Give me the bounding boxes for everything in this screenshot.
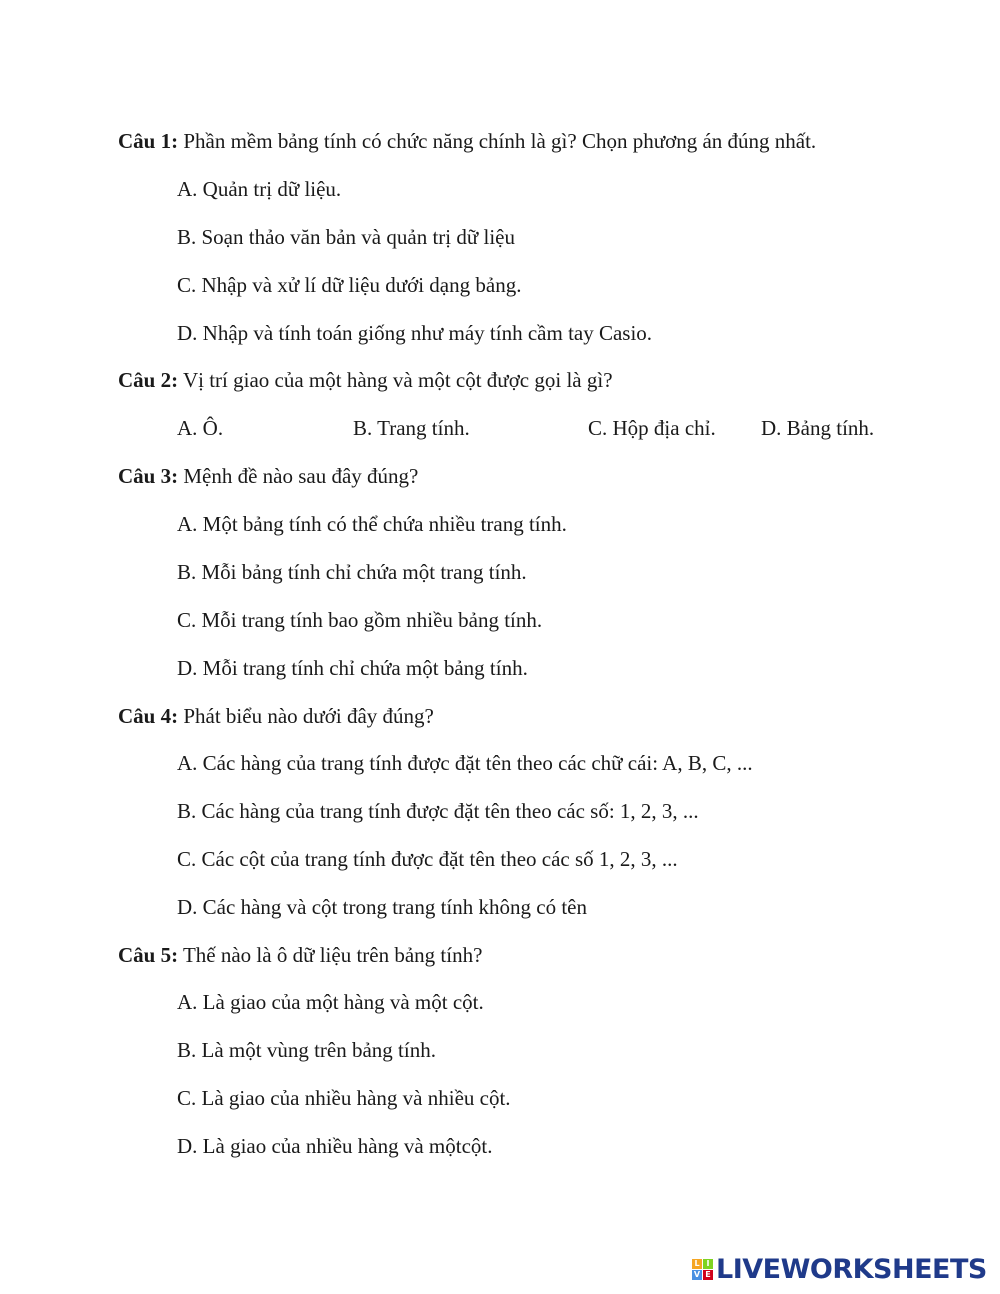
- question-1: [118, 127, 816, 155]
- question-2-text: Vị trí giao của một hàng và một cột được gọi là gì?: [178, 368, 613, 392]
- logo-mark-icon: [692, 1259, 713, 1280]
- question-1-option-c: C. Nhập và xử lí dữ liệu dưới dạng bảng.: [177, 273, 522, 297]
- question-5-option-c: C. Là giao của nhiều hàng và nhiều cột.: [177, 1086, 511, 1110]
- question-5-option-d: D. Là giao của nhiều hàng và mộtcột.: [177, 1134, 493, 1158]
- question-1-text: Phần mềm bảng tính có chức năng chính là gì? Chọn phương án đúng nhất.: [178, 129, 817, 153]
- question-4-option-d: D. Các hàng và cột trong trang tính không có tên: [177, 895, 587, 919]
- question-3-option-d: D. Mỗi trang tính chỉ chứa một bảng tính.: [177, 656, 528, 680]
- logo-mark-letter-v: V: [693, 1269, 701, 1279]
- logo-mark-letter-e: E: [703, 1270, 713, 1280]
- question-5: [118, 941, 482, 969]
- question-2-option-c: C. Hộp địa chỉ.: [588, 416, 716, 440]
- question-4-option-a: A. Các hàng của trang tính được đặt tên theo các chữ cái: A, B, C, ...: [177, 751, 753, 775]
- question-3-option-a: A. Một bảng tính có thể chứa nhiều trang tính.: [177, 512, 567, 536]
- question-5-option-a: A. Là giao của một hàng và một cột.: [177, 990, 484, 1014]
- logo-mark-letter-i: I: [703, 1259, 713, 1269]
- question-3-text: Mệnh đề nào sau đây đúng?: [178, 464, 419, 488]
- question-1-option-b: B. Soạn thảo văn bản và quản trị dữ liệu: [177, 225, 515, 249]
- logo-wordmark: LIVEWORKSHEETS: [716, 1253, 987, 1285]
- question-3-number: Câu 3:: [118, 464, 179, 488]
- question-4-number: Câu 4:: [118, 704, 179, 728]
- question-3-option-c: C. Mỗi trang tính bao gồm nhiều bảng tính.: [177, 608, 543, 632]
- question-2: [118, 366, 613, 394]
- question-4-option-c: C. Các cột của trang tính được đặt tên theo các số 1, 2, 3, ...: [177, 847, 678, 871]
- question-5-number: Câu 5:: [118, 943, 179, 967]
- question-4: [118, 702, 434, 730]
- question-1-option-a: A. Quản trị dữ liệu.: [177, 177, 342, 201]
- question-2-option-d: D. Bảng tính.: [761, 416, 875, 440]
- question-1-option-d: D. Nhập và tính toán giống như máy tính cầm tay Casio.: [177, 321, 653, 345]
- question-2-number: Câu 2:: [118, 368, 179, 392]
- question-3: [118, 462, 418, 490]
- question-4-text: Phát biểu nào dưới đây đúng?: [178, 704, 434, 728]
- liveworksheets-logo: [692, 1253, 987, 1285]
- logo-mark-letter-l: L: [692, 1259, 702, 1269]
- question-5-text: Thế nào là ô dữ liệu trên bảng tính?: [178, 943, 483, 967]
- question-1-number: Câu 1:: [118, 129, 179, 153]
- question-2-option-a: A. Ô.: [177, 416, 224, 440]
- question-3-option-b: B. Mỗi bảng tính chỉ chứa một trang tính.: [177, 560, 527, 584]
- question-4-option-b: B. Các hàng của trang tính được đặt tên theo các số: 1, 2, 3, ...: [177, 799, 699, 823]
- question-5-option-b: B. Là một vùng trên bảng tính.: [177, 1038, 436, 1062]
- question-2-option-b: B. Trang tính.: [353, 416, 470, 440]
